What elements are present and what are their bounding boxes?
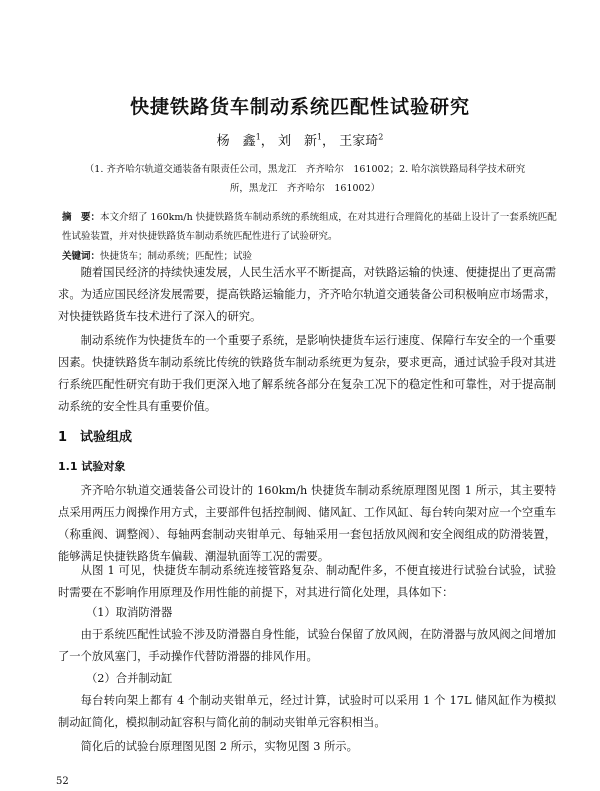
author-name: 杨 鑫 (216, 134, 256, 149)
keywords-text: 快捷货车；制动系统；匹配性；试验 (100, 251, 253, 262)
subsection-heading: 1.1 试验对象 (58, 460, 126, 473)
body-paragraph: 简化后的试验台原理图见图 2 所示，实物见图 3 所示。 (80, 740, 358, 753)
body-paragraph: 从图 1 可见，快捷货车制动系统连接管路复杂、制动配件多，不便直接进行试验台试验，试验时需要在不影响作用原理及作用性能的前提下，对其进行简化处理，具体如下： (58, 564, 556, 599)
author-separator: ， (260, 134, 274, 149)
keywords-label: 关键词： (62, 251, 101, 262)
list-item-label: （2）合并制动缸 (86, 672, 173, 685)
author-line (0, 130, 600, 149)
author-affil-mark: 1 (316, 132, 323, 142)
abstract-label: 摘 要： (62, 212, 101, 223)
body-paragraph: 齐齐哈尔轨道交通装备公司设计的 160km/h 快捷货车制动系统原理图见图 1 所示，其主要特点采用两压力阀操作用方式，主要部件包括控制阀、储风缸、工作风缸、每台转向架对应一个空重车（称重阀、调整阀）、每轴两套制动夹钳单元、每轴采用一套包括放风阀和安全阀组成的防滑装置，能够满足快捷铁路货车偏载、潮湿轨面等工况的需要。 (58, 484, 556, 563)
author-affil-mark: 2 (378, 132, 384, 142)
abstract (62, 208, 558, 246)
list-item-text: 由于系统匹配性试验不涉及防滑器自身性能，试验台保留了放风阀，在防滑器与放风阀之间增加了一个放风塞门，手动操作代替防滑器的排风作用。 (58, 628, 556, 663)
list-item-label: （1）取消防滑器 (86, 606, 173, 619)
paper-title: 快捷铁路货车制动系统匹配性试验研究 (129, 96, 470, 118)
author-affil-mark: 1 (255, 132, 261, 142)
section-heading: 1 试验组成 (58, 430, 133, 445)
affiliation: （1. 齐齐哈尔轨道交通装备有限责任公司，黑龙江 齐齐哈尔 161002；2. 哈尔滨铁路局科学技术研究所，黑龙江 齐齐哈尔 161002） (84, 164, 526, 194)
abstract-text: 本文介绍了 160km/h 快捷铁路货车制动系统的系统组成，在对其进行合理简化的基础上设计了一套系统匹配性试验装置，并对快捷铁路货车制动系统匹配性进行了试验研究。 (62, 212, 557, 242)
keywords (62, 248, 558, 262)
body-paragraph: 随着国民经济的持续快速发展，人民生活水平不断提高，对铁路运输的快速、便捷提出了更高需求。为适应国民经济发展需要，提高铁路运输能力，齐齐哈尔轨道交通装备公司积极响应市场需求，对快捷铁路货车技术进行了深入的研究。 (58, 266, 556, 323)
body-paragraph: 制动系统作为快捷货车的一个重要子系统，是影响快捷货车运行速度、保障行车安全的一个重要因素。快捷铁路货车制动系统比传统的铁路货车制动系统更为复杂，要求更高，通过试验手段对其进行系统匹配性研究有助于我们更深入地了解系统各部分在复杂工况下的稳定性和可靠性，对于提高制动系统的安全性具有重要价值。 (58, 334, 556, 413)
author-name: 王家琦 (339, 134, 379, 149)
page-number: 52 (56, 776, 69, 787)
author-name: 刘 新 (277, 134, 317, 149)
list-item-text: 每台转向架上都有 4 个制动夹钳单元，经过计算，试验时可以采用 1 个 17L 储风缸作为模拟制动缸简化，模拟制动缸容积与简化前的制动夹钳单元容积相当。 (58, 694, 556, 729)
author-separator: ， (322, 134, 336, 149)
